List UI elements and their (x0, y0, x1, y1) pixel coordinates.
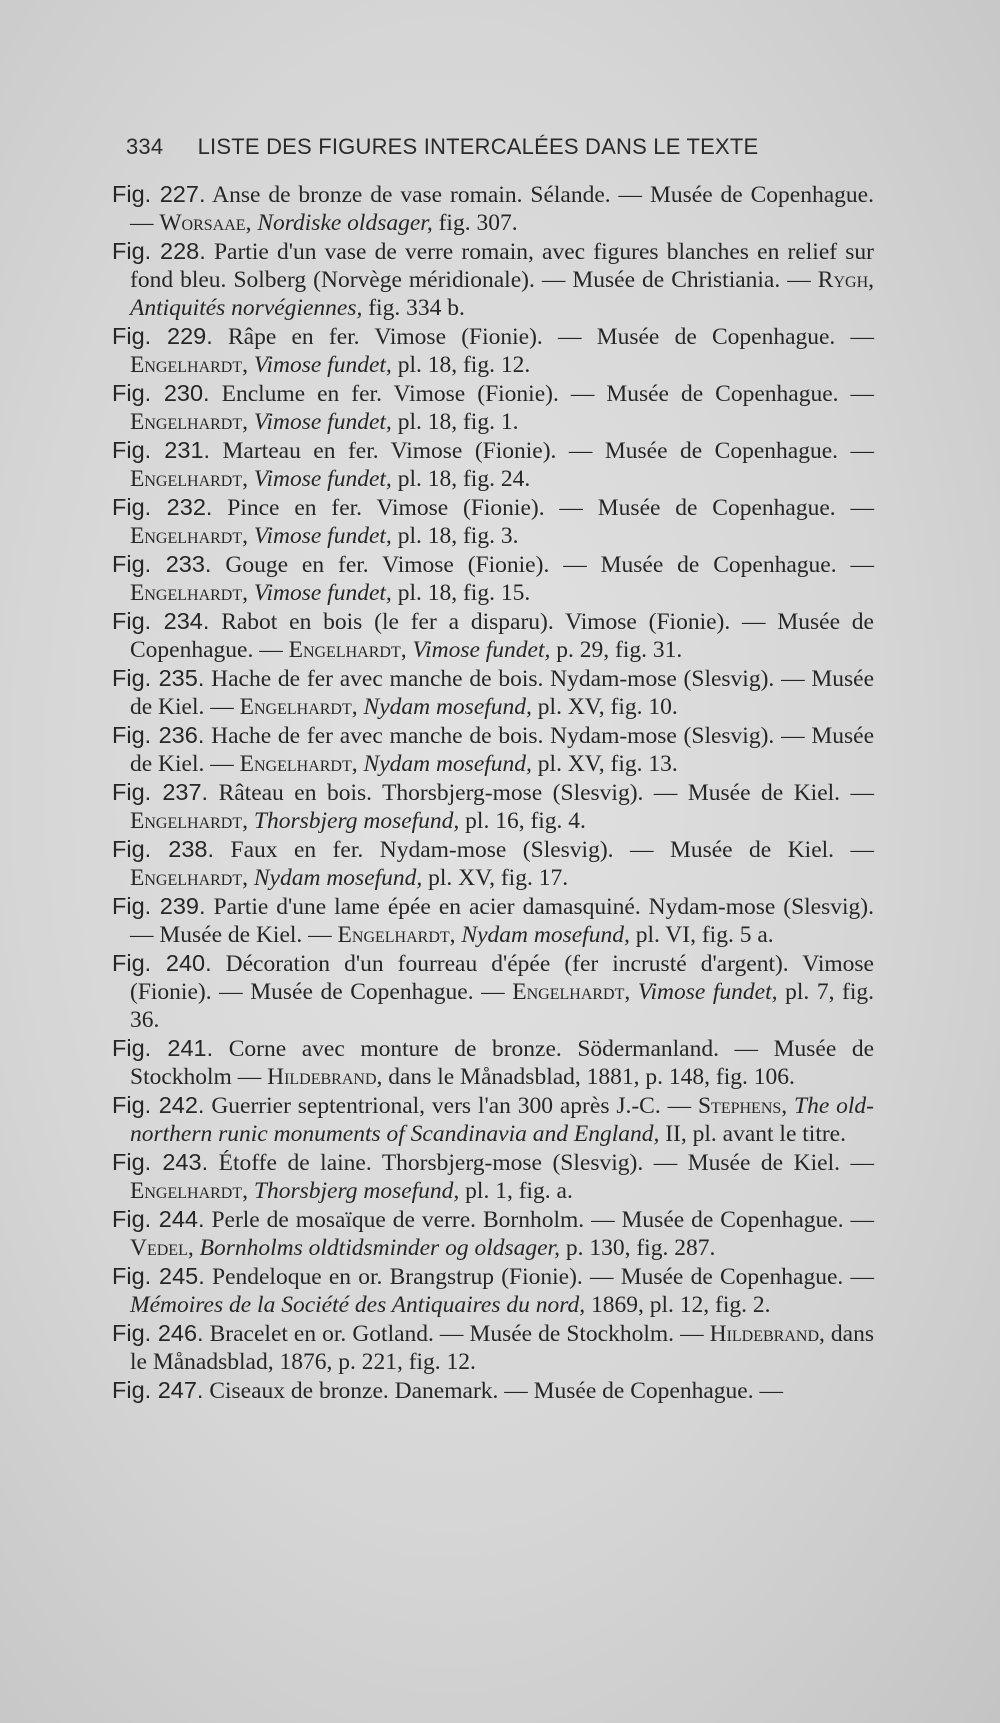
figure-entry (112, 1148, 874, 1205)
figure-entry (112, 493, 874, 550)
entry-title: Thorsbjerg mosefund, (253, 1178, 460, 1204)
entry-reference: fig. 307. (438, 210, 518, 236)
figure-number: Fig. 234. (112, 608, 210, 634)
figure-entry (112, 237, 874, 322)
figure-number: Fig. 236. (112, 722, 205, 748)
entry-description: Décoration d'un fourreau d'épée (fer incrusté d'argent). Vimose (Fionie). — Musée de Copenhague. — (130, 951, 874, 1005)
entry-title: Vimose fundet, (253, 523, 392, 549)
figure-number: Fig. 244. (112, 1206, 205, 1232)
entry-reference: pl. 16, fig. 4. (465, 808, 586, 834)
entry-description: Pince en fer. Vimose (Fionie). — Musée de Copenhague. — (227, 495, 875, 521)
figure-entry (112, 1205, 874, 1262)
figure-entry (112, 892, 874, 949)
entry-description: Partie d'un vase de verre romain, avec figures blanches en relief sur fond bleu. Solberg (Norvège méridionale). — Musée de Christiania. — (130, 239, 875, 293)
entry-description: Partie d'une lame épée en acier damasquiné. Nydam-mose (Slesvig). — Musée de Kiel. — (130, 894, 874, 948)
figure-number: Fig. 231. (112, 437, 211, 463)
figure-entry (112, 1262, 874, 1319)
figure-entry (112, 436, 874, 493)
figure-number: Fig. 245. (112, 1263, 205, 1289)
entry-author: Engelhardt, (130, 466, 248, 492)
running-head (126, 134, 796, 160)
entry-description: Gouge en fer. Vimose (Fionie). — Musée de Copenhague. — (225, 552, 874, 578)
entry-title: Vimose fundet, (253, 580, 392, 606)
figure-number: Fig. 239. (112, 893, 206, 919)
entry-author: Engelhardt, (239, 751, 358, 777)
entry-description: Étoffe de laine. Thorsbjerg-mose (Slesvig). — Musée de Kiel. — (218, 1150, 874, 1176)
entry-description: Bracelet en or. Gotland. — Musée de Stockholm. — (209, 1321, 710, 1347)
entry-description: Pendeloque en or. Brangstrup (Fionie). — Musée de Copenhague. — (212, 1264, 875, 1290)
entry-reference: pl. 18, fig. 15. (397, 580, 531, 606)
entry-title: Nydam mosefund, (363, 694, 532, 720)
entry-reference: pl. VI, fig. 5 a. (635, 922, 774, 948)
figure-entry (112, 1091, 874, 1148)
entry-reference: II, pl. avant le titre. (665, 1121, 846, 1147)
entry-reference: dans le Månadsblad, 1876, p. 221, fig. 12. (130, 1321, 874, 1375)
entry-author: Engelhardt, (130, 580, 248, 606)
entry-title: Nydam mosefund, (363, 751, 532, 777)
entry-reference: p. 29, fig. 31. (556, 637, 683, 663)
entry-description: Faux en fer. Nydam-mose (Slesvig). — Musée de Kiel. — (230, 837, 874, 863)
figure-entry (112, 180, 874, 237)
entry-author: Engelhardt, (130, 523, 248, 549)
entry-title: Vimose fundet, (412, 637, 551, 663)
entry-reference: pl. 1, fig. a. (465, 1178, 573, 1204)
page-number: 334 (126, 134, 164, 159)
entry-reference: pl. XV, fig. 10. (537, 694, 678, 720)
figure-number: Fig. 227. (112, 181, 206, 207)
figure-entry (112, 379, 874, 436)
figure-number: Fig. 232. (112, 494, 213, 520)
entry-reference: 1869, pl. 12, fig. 2. (591, 1292, 771, 1318)
entry-reference: pl. XV, fig. 13. (537, 751, 678, 777)
figure-number: Fig. 243. (112, 1149, 209, 1175)
figure-entry (112, 721, 874, 778)
entry-description: Ciseaux de bronze. Danemark. — Musée de Copenhague. — (209, 1378, 783, 1404)
entry-reference: pl. XV, fig. 17. (428, 865, 569, 891)
entry-description: Enclume en fer. Vimose (Fionie). — Musée de Copenhague. — (221, 381, 875, 407)
entry-reference: p. 130, fig. 287. (565, 1235, 716, 1261)
figure-entry (112, 1376, 874, 1405)
entry-author: Engelhardt, (130, 808, 248, 834)
entry-reference: pl. 18, fig. 24. (397, 466, 531, 492)
entry-author: Engelhardt, (130, 352, 248, 378)
entry-title: Vimose fundet, (637, 979, 778, 1005)
entry-reference: pl. 7, fig. 36. (130, 979, 875, 1033)
entry-title: Bornholms oldtidsminder og oldsager, (199, 1235, 560, 1261)
figure-number: Fig. 229. (112, 323, 213, 349)
entry-author: Vedel, (130, 1235, 194, 1261)
entry-author: Engelhardt, (130, 1178, 248, 1204)
entry-description: Râteau en bois. Thorsbjerg-mose (Slesvig). — Musée de Kiel. — (218, 780, 875, 806)
entry-reference: pl. 18, fig. 3. (397, 523, 519, 549)
figure-entry (112, 778, 874, 835)
entry-title: Vimose fundet, (253, 352, 392, 378)
figure-number: Fig. 233. (112, 551, 212, 577)
figure-number: Fig. 240. (112, 950, 212, 976)
figure-entry (112, 1319, 874, 1376)
entry-description: Rabot en bois (le fer a disparu). Vimose (Fionie). — Musée de Copenhague. — (130, 609, 874, 663)
entry-description: Perle de mosaïque de verre. Bornholm. — Musée de Copenhague. — (211, 1207, 875, 1233)
entry-author: Engelhardt, (239, 694, 358, 720)
entry-title: Nordiske oldsager, (257, 210, 433, 236)
entry-author: Engelhardt, (130, 865, 248, 891)
entry-author: Worsaae, (159, 210, 252, 236)
entry-author: Hildebrand, (267, 1064, 383, 1090)
entry-title: Nydam mosefund, (461, 922, 630, 948)
figure-number: Fig. 242. (112, 1092, 205, 1118)
entry-description: Râpe en fer. Vimose (Fionie). — Musée de Copenhague. — (228, 324, 875, 350)
entry-author: Stephens, (697, 1093, 788, 1119)
figure-entry (112, 664, 874, 721)
entry-description: Marteau en fer. Vimose (Fionie). — Musée de Copenhague. — (222, 438, 874, 464)
entry-description: Corne avec monture de bronze. Södermanland. — Musée de Stockholm — (130, 1036, 874, 1090)
entry-reference: pl. 18, fig. 1. (397, 409, 519, 435)
entry-author: Engelhardt, (130, 409, 248, 435)
figure-entry (112, 949, 874, 1034)
entry-author: Engelhardt, (337, 922, 456, 948)
entry-title: Mémoires de la Société des Antiquaires du nord, (130, 1292, 586, 1318)
entry-reference: dans le Månadsblad, 1881, p. 148, fig. 106. (388, 1064, 795, 1090)
entry-author: Engelhardt, (288, 637, 407, 663)
figure-entry (112, 322, 874, 379)
entry-author: Engelhardt, (512, 979, 631, 1005)
entry-description: Guerrier septentrional, vers l'an 300 après J.-C. — (211, 1093, 698, 1119)
figure-number: Fig. 235. (112, 665, 205, 691)
figure-entry (112, 550, 874, 607)
page-title: LISTE DES FIGURES INTERCALÉES DANS LE TEXTE (197, 134, 759, 159)
entry-title: Antiquités norvégiennes, (130, 295, 363, 321)
entry-description: Hache de fer avec manche de bois. Nydam-mose (Slesvig). — Musée de Kiel. — (130, 723, 874, 777)
figure-number: Fig. 246. (112, 1320, 204, 1346)
entry-title: Thorsbjerg mosefund, (253, 808, 460, 834)
entry-title: Vimose fundet, (253, 409, 392, 435)
entry-reference: fig. 334 b. (368, 295, 465, 321)
figure-entry (112, 1034, 874, 1091)
entry-description: Hache de fer avec manche de bois. Nydam-mose (Slesvig). — Musée de Kiel. — (130, 666, 874, 720)
figure-number: Fig. 238. (112, 836, 215, 862)
figure-list (112, 180, 874, 1405)
figure-entry (112, 835, 874, 892)
figure-number: Fig. 237. (112, 779, 209, 805)
entry-reference: pl. 18, fig. 12. (397, 352, 531, 378)
figure-number: Fig. 241. (112, 1035, 214, 1061)
figure-number: Fig. 247. (112, 1377, 204, 1403)
entry-title: The old-northern runic monuments of Scandinavia and England, (130, 1093, 875, 1147)
entry-author: Hildebrand, (709, 1321, 825, 1347)
figure-entry (112, 607, 874, 664)
entry-title: Vimose fundet, (253, 466, 392, 492)
figure-number: Fig. 230. (112, 380, 210, 406)
figure-number: Fig. 228. (112, 238, 206, 264)
entry-title: Nydam mosefund, (253, 865, 423, 891)
entry-description: Anse de bronze de vase romain. Sélande. — Musée de Copenhague. — (130, 182, 874, 236)
entry-author: Rygh, (817, 267, 874, 293)
